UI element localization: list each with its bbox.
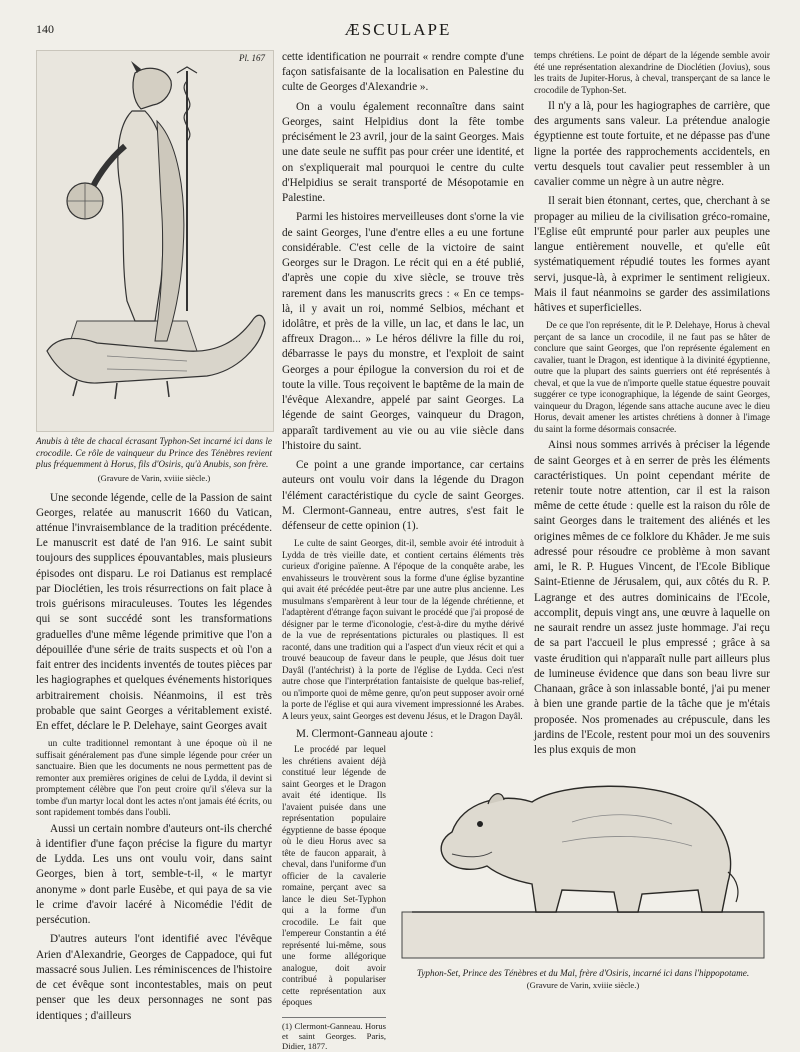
running-header [36, 20, 760, 44]
figure1-credit: (Gravure de Varin, xviiie siècle.) [97, 472, 211, 483]
figure2-caption-block [392, 968, 774, 990]
quoted-paragraph: Le procédé par lequel les chrétiens avaient déjà constitué leur légende de saint Georges et le Dragon avait été identique. Ils l'avaient puisée dans une représentation populaire égyptienne de basse époque où le dieu Horus avec sa tête de faucon apparait, à cheval, dans l'uniforme d'un officier de la cavalerie romaine, perçant avec sa lance le dieu Set-Typhon qui a la forme d'un crocodile. Le fait que l'empereur Constantin a été représenté lui-même, sous une forme allégorique analogue, doit avoir contribué à populariser cette représentation aux époques [282, 744, 386, 1008]
footnote: (1) Clermont-Ganneau. Horus et saint Georges. Paris, Didier, 1877. [282, 1017, 386, 1052]
paragraph: D'autres auteurs l'ont identifié avec l'évêque Arien d'Alexandrie, Georges de Cappadoce, qui fut massacré sous Julien. Les réminiscences de l'histoire de cet évêque sont incontestables, mais on peut penser que les deux personnages ne sont pas identiques ; d'ailleurs [36, 933, 272, 1022]
paragraph: Ce point a une grande importance, car certains auteurs ont voulu voir dans la légende du Dragon l'élément caractéristique du cycle de saint Georges. M. Clermont-Ganneau, entre autres, s'est fait le défenseur de cette opinion (1). [282, 459, 524, 533]
paragraph: Aussi un certain nombre d'auteurs ont-ils cherché à identifier d'une façon précise la figure du martyr de Lydda. Les uns ont voulu voir, dans saint Georges, bien à tort, semble-t-il, « le martyr anonyme » dont parle Eusèbe, et qui paya de sa vie le crime d'avoir lacéré à Nicomédie l'édit de persécution. [36, 822, 272, 927]
section-subhead: M. Clermont-Ganneau ajoute : [296, 728, 434, 741]
paragraph: Il n'y a là, pour les hagiographes de carrière, que des arguments sans valeur. La prétendue analogie égyptienne est toute fortuite, et ne dépasse pas d'une ligne la portée des rapprochements accidentels, en vertu desquels tout cavalier peut ressembler à un cavalier comme un nègre à un autre nègre. [534, 100, 770, 189]
paragraph: Ainsi nous sommes arrivés à préciser la légende de saint Georges et à en serrer de près les éléments caractéristiques. Un point cependant mérite de retenir toute notre attention, car il est la raison même de cette étude : quelle est la raison du rôle de saint Georges dans le traitement des aliénés et les origines mêmes de ce folklore du Khâder. Je me suis adressé pour résoudre ce problème à mon savant ami, le R. P. Hugues Vincent, de l'Ecole Biblique Saint-Etienne de Jérusalem, qui, aux côtés du R. P. Lagrange et des autres dominicains de l'Ecole, accomplit, depuis vingt ans, une œuvre à laquelle on ne saurait rendre un assez juste hommage. J'ai reçu de sa part l'accueil le plus empressé ; grâce à sa vaste érudition qui n'apparaît nulle part ailleurs plus de lumineuse évidence que dans son beau livre sur Chanaan, grâce à son inlassable bonté, j'ai pu mener à bien une grande partie de la tâche que je m'étais proposée. Nos promenades au crépuscule, dans les jardins de l'Ecole, restent pour moi un des souvenirs les plus exquis de mon [534, 439, 770, 756]
page-number: 140 [36, 22, 54, 36]
paragraph: Il serait bien étonnant, certes, que, cherchant à se propager au milieu de la civilisation gréco-romaine, l'Eglise eût emprunté pour parler aux peuples une langue entièrement nouvelle, et qu'elle eût systématiquement répudié toutes les formes ayant servi, jusque-là, à exprimer le sentiment religieux. Mais il faut néanmoins se garder des assimilations hâtives et superficielles. [534, 195, 770, 315]
quoted-paragraph: De ce que l'on représente, dit le P. Delehaye, Horus à cheval perçant de sa lance un crocodile, il ne faut pas se hâter de conclure que saint Georges, que l'on représente également en cavalier, tuant le Dragon, est identique à la divinité égyptienne, outre que la plupart des saints guerriers ont été représentés à cheval, et que la vue de n'importe quelle statue équestre pouvait suggérer ce type iconographique, la légende de saint Georges, vainqueur du Dragon, légende sans attache aucune avec le dieu Horus, devait amener les artistes chrétiens à donner à l'image du saint la forme désormais consacrée. [534, 320, 770, 434]
quoted-paragraph: un culte traditionnel remontant à une époque où il ne suffisait généralement pas d'une simple légende pour créer un sanctuaire. Bien que les documents ne nous permettent pas de remonter aux premières origines de celui de Lydda, il devint si promptement célèbre que l'on peut croire qu'il s'éleva sur la tombe d'un martyr local dont les actes n'ont jamais été écrits, ou sont rapidement tombés dans l'oubli. [36, 738, 272, 818]
paragraph: Une seconde légende, celle de la Passion de saint Georges, relatée au manuscrit 1660 du Vatican, atténue l'invraisemblance de la tradition précédente. Le manuscrit est daté de l'an 916. Le saint subit toujours des supplices épouvantables, mais plusieurs épisodes ont disparu. Le roi Datianus est remplacé par Dioclétien, les trois résurrections on fait place à trois guérisons miraculeuses. Toutes les légendes qui se sont succédé sont les transformations graduelles d'une même légende primitive que l'on a dépouillée d'une série de traits suspects et où l'on a fait entrer des incidents inventés de toutes pièces par les hagiographes et quelques événements historiques arbitrairement choisis. Néanmoins, il est très probable que saint Georges a véritablement existé. En effet, déclare le P. Delehaye, saint Georges avait [36, 491, 272, 733]
hippopotamus-engraving [392, 762, 774, 967]
anubis-figure-drawing [37, 51, 273, 431]
paragraph: On a voulu également reconnaître dans saint Georges, saint Helpidius dont la fête tombe précisément le 23 avril, jour de la saint Georges. Mais une date seule ne suffit pas pour créer une identité, et on s'expliquerait mal pourquoi le centre du culte d'Helpidius se serait transporté de Mésopotamie en Palestine. [282, 100, 524, 205]
figure2-caption: Typhon-Set, Prince des Ténèbres et du Mal, frère d'Osiris, incarné ici dans l'hippopotame. [416, 968, 750, 978]
quoted-paragraph: temps chrétiens. Le point de départ de la légende semble avoir été une représentation alexandrine de Dioclétien (Jovius), sous les traits de Jupiter-Horus, à cheval, transperçant de sa lance le crocodile de Typhon-Set. [534, 50, 770, 95]
figure2-credit: (Gravure de Varin, xviiie siècle.) [526, 979, 640, 990]
anubis-engraving [36, 50, 274, 432]
column-3 [534, 50, 770, 762]
paragraph: Parmi les histoires merveilleuses dont s'orne la vie de saint Georges, l'une d'entre elles a eu une fortune considérable. C'est celle de la victoire de saint Georges sur le Dragon. Le récit qui en a été publié, d'après une copie du xive siècle, se trouve très rarement dans les manuscrits grecs : « En ce temps-là, il y avait un roi, nommé Selbios, méchant et idolâtre, et près de la ville, un lac, et dans le lac, un affreux Dragon... » Le héros délivre la fille du roi, débarrasse le pays du monstre, et l'exploit de saint Georges a pour épilogue la conversion du roi et de toute la ville. Tous reçoivent le baptême de la main de l'évêque Alexandre, appelé par saint Georges. La légende de saint Georges, vainqueur du Dragon, apparaît tardivement au vie ou au viie siècle dans l'histoire du saint. [282, 211, 524, 452]
journal-title: ÆSCULAPE [344, 20, 452, 39]
column-1 [36, 50, 272, 1028]
plate-number: Pl. 167 [239, 53, 265, 63]
paragraph: cette identification ne pourrait « rendre compte d'une façon satisfaisante de la localisation en Palestine du culte de Georges d'Alexandrie ». [282, 51, 524, 94]
figure1-caption: Anubis à tête de chacal écrasant Typhon-Set incarné ici dans le crocodile. Ce rôle de vainqueur du Prince des Ténèbres revient plus fréquemment à Horus, fils d'Osiris, qu'à Anubis, son frère. [36, 436, 272, 469]
quoted-paragraph: Le culte de saint Georges, dit-il, semble avoir été introduit à Lydda de très vieille date, et contient certains éléments très curieux d'origine païenne. A l'époque de la conquête arabe, les envahisseurs le trouvèrent sous la forme d'une église byzantine qui avait été précédée peut-être par une autre plus ancienne. Les musulmans s'emparèrent à leur tour de la légende chrétienne, et l'adaptèrent d'étrange façon suivant le procédé que j'ai proposé de désigner par le terme d'iconologie, c'est-à-dire du mythe dérivé de la vue de représentations picturales ou plastiques. Il est raconté, dans une tradition qui a l'aspect d'un vieux récit et qui a trouvé beaucoup de faveur dans le peuple, que Jésus doit tuer Dayâl (l'antéchrist) à la porte de l'église de Lydda. Ceci n'est autre chose que l'interprétation fantaisiste de quelque bas-relief, ou n'importe quoi de même genre, qu'on peut supposer avoir orné la porte de l'église et qui aura vivement impressionné les Arabes. A leurs yeux, saint Georges est devenu Jésus, et le Dragon Dayâl. [282, 538, 524, 721]
